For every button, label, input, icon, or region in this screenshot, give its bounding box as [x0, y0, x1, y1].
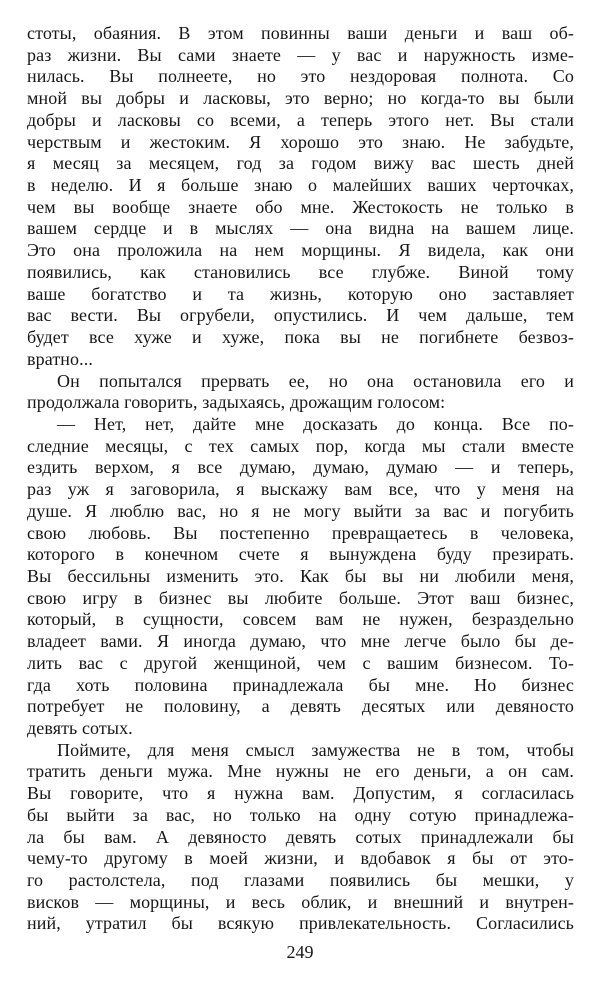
text-line: нилась. Вы полнеете, но это нездоровая полнота. Со — [27, 66, 574, 87]
text-line: Поймите, для меня смысл замужества не в том, чтобы — [57, 739, 574, 760]
text-line: лить вас с другой женщиной, чем с вашим бизнесом. То- — [27, 652, 574, 673]
text-line: владеет вами. Я иногда думаю, что мне легче было бы де- — [27, 631, 574, 652]
page-number: 249 — [286, 942, 314, 962]
text-line: душе. Я люблю вас, но я не могу выйти за вас и погубить — [27, 500, 574, 521]
text-line: будет все хуже и хуже, пока вы не погибнете безвоз- — [27, 327, 574, 348]
text-line: гда хоть половина принадлежала бы мне. Но бизнес — [27, 674, 574, 695]
text-line: в неделю. И я больше знаю о малейших ваших черточках, — [27, 175, 574, 196]
text-line: тратить деньги мужа. Мне нужны не его деньги, а он сам. — [27, 761, 574, 782]
text-line: я месяц за месяцем, год за годом вижу вас шесть дней — [27, 153, 574, 174]
text-line: который, в сущности, совсем вам не нужен, безраздельно — [27, 609, 574, 630]
text-line: мной вы добры и ласковы, это верно; но когда-то вы были — [27, 88, 574, 109]
text-line: потребует не половину, а девять десятых или девяносто — [27, 696, 574, 717]
text-line: Вы говорите, что я нужна вам. Допустим, я согласилась — [27, 783, 574, 804]
text-line: ездить верхом, я все думаю, думаю, думаю — и теперь, — [27, 457, 574, 478]
text-line: добры и ласковы со всеми, а теперь этого нет. Вы стали — [27, 109, 574, 130]
text-line: девять сотых. — [27, 718, 133, 738]
text-line: ний, утратил бы всякую привлекательность. Согласились — [27, 913, 574, 934]
text-line: стоты, обаяния. В этом повинны ваши деньги и ваш об- — [27, 23, 574, 43]
text-line: чему-то другому в моей жизни, и вдобавок я бы от это- — [27, 848, 574, 869]
text-line: ваше богатство и та жизнь, которую оно заставляет — [27, 283, 574, 304]
text-line: следние месяцы, с тех самых пор, когда мы стали вместе — [27, 435, 574, 456]
text-line: появились, как становились все глубже. Виной тому — [27, 261, 574, 282]
text-line: — Нет, нет, дайте мне досказать до конца. Все по- — [57, 413, 574, 434]
book-page-body — [27, 23, 574, 935]
text-line: вратно... — [27, 348, 93, 369]
text-line: свою игру в бизнес вы любите больше. Этот ваш бизнес, — [27, 587, 574, 608]
text-line: которого в конечном счете я вынуждена буду презирать. — [27, 544, 574, 565]
text-line: Он попытался прервать ее, но она остановила его и — [57, 370, 574, 391]
text-line: висков — морщины, и весь облик, и внешний и внутрен- — [27, 891, 574, 912]
text-line: Вы бессильны изменить это. Как бы вы ни любили меня, — [27, 565, 574, 586]
text-line: ла бы вам. А девяносто девять сотых принадлежали бы — [27, 826, 574, 847]
text-line: продолжала говорить, задыхаясь, дрожащим голосом: — [27, 392, 446, 413]
text-line: раз уж я заговорила, я выскажу вам все, что у меня на — [27, 479, 574, 500]
text-line: бы выйти за вас, но только на одну сотую принадлежа- — [27, 804, 574, 825]
text-line: вас вести. Вы огрубели, опустились. И чем дальше, тем — [27, 305, 574, 326]
text-line: го растолстела, под глазами появились бы мешки, у — [27, 870, 574, 891]
text-line: свою любовь. Вы постепенно превращаетесь в человека, — [27, 522, 574, 543]
text-line: раз жизни. Вы сами знаете — у вас и наружность изме- — [27, 44, 574, 65]
text-line: Это она проложила на нем морщины. Я видела, как они — [27, 240, 574, 261]
text-line: вашем сердце и в мыслях — она видна на вашем лице. — [27, 218, 574, 239]
text-line: черствым и жестоким. Я хорошо это знаю. Не забудьте, — [27, 131, 574, 152]
text-line: чем вы вообще знаете обо мне. Жестокость не только в — [27, 196, 574, 217]
